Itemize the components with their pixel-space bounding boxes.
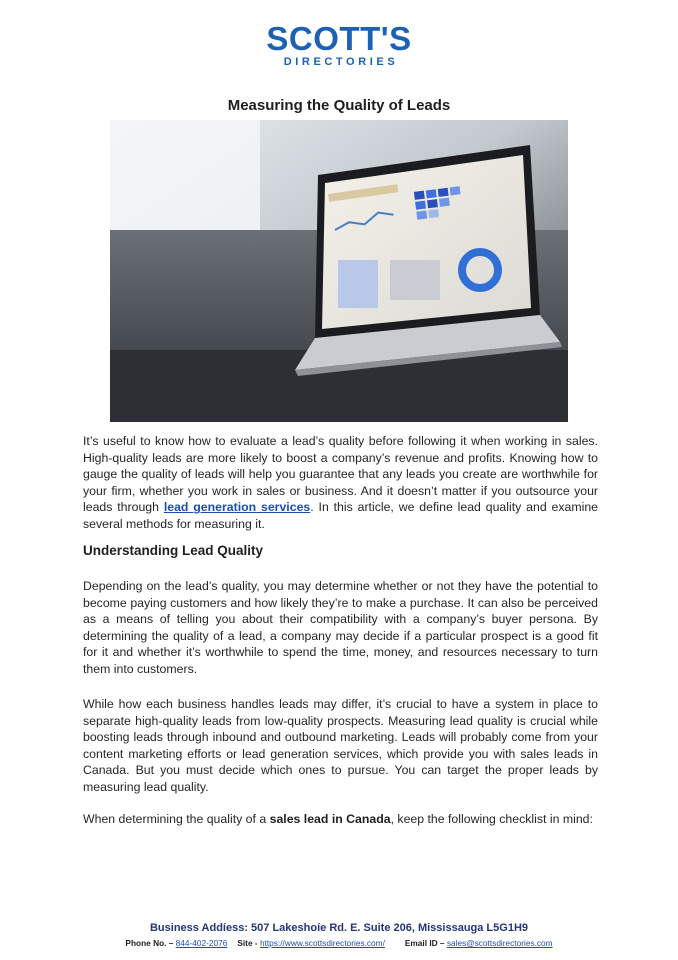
site-label: Site - (237, 938, 260, 948)
intro-paragraph (83, 433, 598, 533)
phone-link[interactable]: 844-402-2076 (175, 938, 228, 948)
footer-address: Business Addíess: 507 Lakeshoíe Rd. E. Suite 206, Mississauga L5G1H9 (149, 922, 529, 934)
section-heading: Understanding Lead Quality (83, 543, 264, 558)
sales-lead-canada-bold: sales lead in Canada (269, 812, 391, 826)
email-label: Email ID – (404, 938, 447, 948)
logo-subtitle: DIRECTORIES (283, 56, 399, 68)
intro-text: It’s useful to know how to evaluate a lead’s quality before following it when working in sales. High-quality leads are more likely to boost a company’s revenue and profits. Knowing how to gauge the quality of leads will help you guarantee that any leads you create are worthwhile for your firm, whether you work in sales or business. And it doesn’t matter if you outsource your leads through (83, 434, 598, 515)
checklist-text-end: , keep the following checklist in mind: (390, 812, 593, 826)
checklist-intro-paragraph (83, 811, 598, 828)
laptop-analytics-image (110, 120, 568, 422)
phone-label: Phone No. – (125, 938, 176, 948)
logo-wordmark: SCOTT'S (266, 20, 412, 57)
intro-text-end: . In this article, we define lead quality and examine several methods for measuring it. (83, 500, 598, 531)
lead-system-paragraph: While how each business handles leads may differ, it’s crucial to have a system in place to separate high-quality leads from low-quality prospects. Measuring lead quality is crucial while boosting leads through inbound and outbound marketing. Leads will probably come from your content marketing efforts or lead generation services, which provide you with sales leads in Canada. But you must decide which ones to pursue. You can target the proper leads by measuring lead quality. (83, 697, 598, 794)
page-title: Measuring the Quality of Leads (227, 97, 451, 114)
email-link[interactable]: sales@scottsdirectories.com (446, 938, 553, 948)
lead-generation-services-link[interactable]: lead generation services (163, 500, 311, 515)
footer-contact (0, 938, 678, 948)
brand-logo (0, 22, 678, 68)
checklist-text: When determining the quality of a (83, 812, 270, 826)
lead-quality-paragraph: Depending on the lead’s quality, you may determine whether or not they have the potential to become paying customers and how likely they’re to make a purchase. It can also be perceived as a means of telling you about their compatibility with a company’s buyer persona. By determining the quality of a lead, a company may decide if a particular prospect is a good fit for it and whether it’s worthwhile to spend the time, money, and resources necessary to turn them into customers. (83, 579, 598, 676)
website-link[interactable]: https://www.scottsdirectories.com/ (259, 938, 385, 948)
